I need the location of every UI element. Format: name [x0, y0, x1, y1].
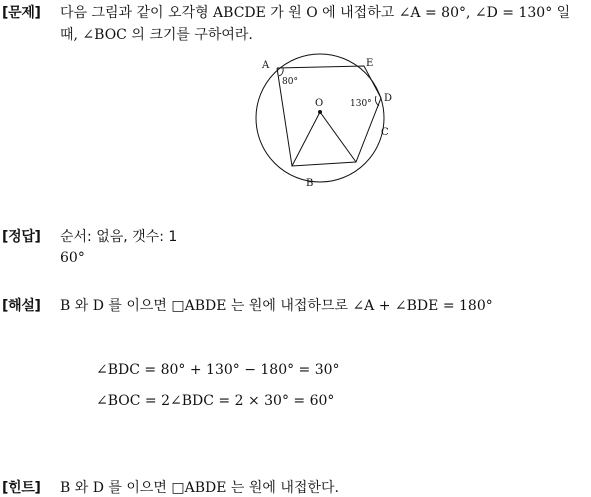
angle-label-d: 130°: [350, 99, 372, 109]
radius-oc: [320, 112, 356, 162]
hint-tag: [힌트]: [2, 480, 41, 496]
answer-tag: [정답]: [2, 229, 41, 245]
center-point-o: [318, 110, 322, 114]
angle-arc-a: [279, 68, 283, 76]
hint-line1: B 와 D 를 이으면 □ABDE 는 원에 내접한다.: [60, 480, 339, 496]
answer-meta: 순서: 없음, 갯수: 1: [60, 229, 178, 245]
problem-text-line1: 다음 그림과 같이 오각형 ABCDE 가 원 O 에 내접하고 ∠A = 80°, ∠D = 130° 일: [60, 5, 571, 21]
solution-line1: B 와 D 를 이으면 □ABDE 는 원에 내접하므로 ∠A + ∠BDE = 180°: [60, 298, 493, 314]
vertex-label-d: D: [384, 93, 393, 104]
vertex-label-e: E: [366, 58, 374, 69]
angle-label-a: 80°: [282, 77, 298, 87]
answer-value: 60°: [60, 250, 85, 266]
vertex-label-b: B: [306, 178, 314, 189]
center-label-o: O: [315, 98, 324, 109]
radius-ob: [292, 112, 320, 166]
circle-o: [256, 54, 384, 182]
vertex-label-a: A: [262, 60, 270, 71]
vertex-label-c: C: [381, 127, 389, 138]
inscribed-pentagon-figure: [250, 52, 400, 192]
solution-tag: [해설]: [2, 298, 41, 314]
problem-text-line2: 때, ∠BOC 의 크기를 구하여라.: [60, 27, 253, 43]
solution-equation-1: ∠BDC = 80° + 130° − 180° = 30°: [96, 362, 340, 378]
problem-tag: [문제]: [2, 5, 41, 21]
solution-equation-2: ∠BOC = 2∠BDC = 2 × 30° = 60°: [96, 393, 335, 409]
